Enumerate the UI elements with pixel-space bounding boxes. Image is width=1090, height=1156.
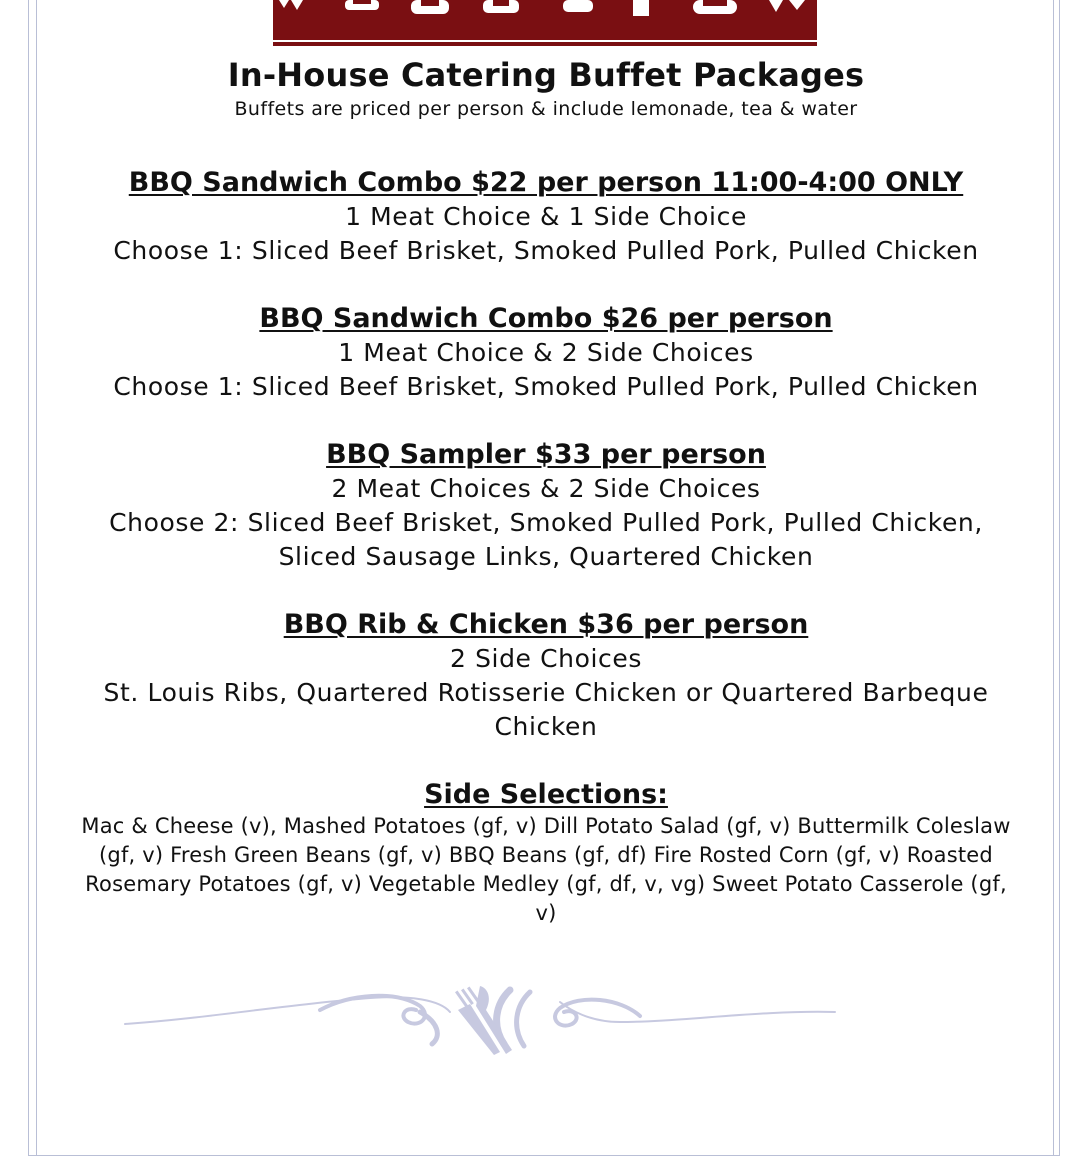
package-line: St. Louis Ribs, Quartered Rotisserie Chicken or Quartered Barbeque Chicken bbox=[103, 678, 989, 741]
sides-heading: Side Selections: bbox=[424, 779, 668, 810]
package-line: Choose 2: Sliced Beef Brisket, Smoked Pulled Pork, Pulled Chicken, Sliced Sausage Links, Quartered Chicken bbox=[109, 508, 983, 571]
package-heading: BBQ Sampler $33 per person bbox=[326, 439, 766, 470]
package-heading: BBQ Sandwich Combo $22 per person 11:00-4:00 ONLY bbox=[128, 167, 964, 198]
package-line: 2 Meat Choices & 2 Side Choices bbox=[331, 474, 761, 503]
package-bbq-sampler bbox=[60, 438, 1032, 574]
package-heading: BBQ Rib & Chicken $36 per person bbox=[283, 609, 809, 640]
side-selections bbox=[60, 778, 1032, 928]
package-line: 1 Meat Choice & 2 Side Choices bbox=[338, 338, 754, 367]
sides-list: Mac & Cheese (v), Mashed Potatoes (gf, v) Dill Potato Salad (gf, v) Buttermilk Coleslaw (gf, v) Fresh Green Beans (gf, v) BBQ Beans (gf, df) Fire Rosted Corn (gf, v) Roasted Rosemary Potatoes (gf, v) Vegetable Medley (gf, df, v, vg) Sweet Potato Casserole (gf, v) bbox=[81, 814, 1011, 925]
package-line: 2 Side Choices bbox=[450, 644, 642, 673]
package-heading: BBQ Sandwich Combo $26 per person bbox=[259, 303, 833, 334]
fork-knife-ornament-icon bbox=[120, 982, 840, 1056]
package-line: Choose 1: Sliced Beef Brisket, Smoked Pulled Pork, Pulled Chicken bbox=[113, 372, 979, 401]
package-sandwich-combo-26 bbox=[60, 302, 1032, 404]
menu-content bbox=[60, 54, 1032, 928]
package-rib-chicken bbox=[60, 608, 1032, 744]
page-title: In-House Catering Buffet Packages bbox=[227, 56, 865, 94]
package-line: Choose 1: Sliced Beef Brisket, Smoked Pulled Pork, Pulled Chicken bbox=[113, 236, 979, 265]
page-subtitle: Buffets are priced per person & include lemonade, tea & water bbox=[234, 98, 858, 120]
package-sandwich-combo-22 bbox=[60, 166, 1032, 268]
restaurant-logo bbox=[273, 0, 817, 46]
package-line: 1 Meat Choice & 1 Side Choice bbox=[345, 202, 747, 231]
